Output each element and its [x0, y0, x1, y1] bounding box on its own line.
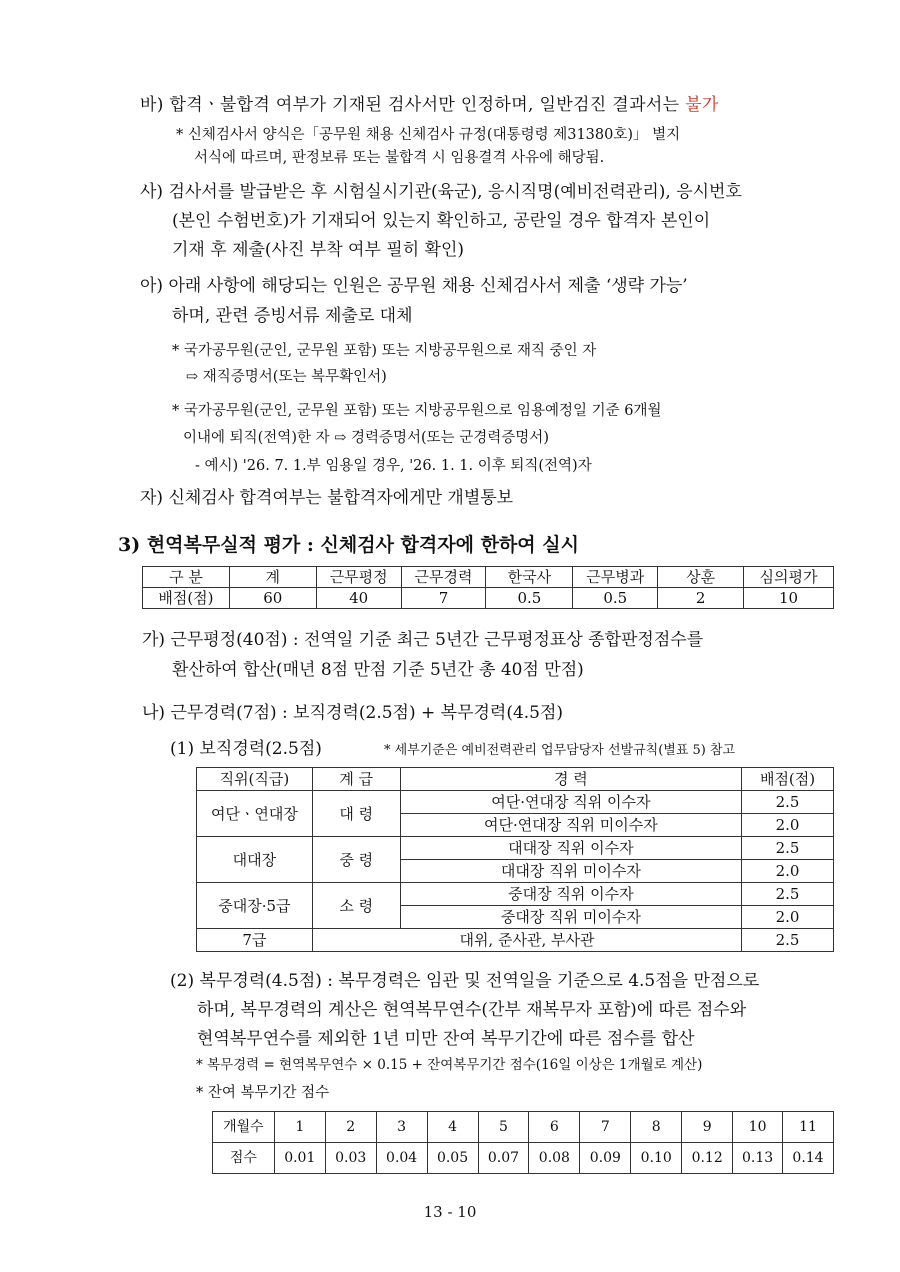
month-row — [213, 1112, 834, 1143]
score-table-value-row — [143, 588, 834, 609]
score-value-cell: 배점(점) — [143, 588, 230, 609]
career-position-cell: 대대장 — [197, 837, 313, 883]
career-table — [196, 767, 834, 952]
month-cell: 1 — [274, 1112, 325, 1143]
career-score-cell: 2.0 — [742, 860, 834, 883]
sub2-line1: (2) 복무경력(4.5점) : 복무경력은 임관 및 전역일을 기준으로 4.5점을 만점으로 — [170, 971, 760, 991]
career-row — [197, 883, 834, 906]
item-a-line1: 아) 아래 사항에 해당되는 인원은 공무원 채용 신체검사서 제출 ‘생략 가능’ — [140, 276, 688, 296]
month-table — [212, 1111, 834, 1174]
sub2-line3: 현역복무연수를 제외한 1년 미만 잔여 복무기간에 따른 점수를 합산 — [197, 1029, 695, 1049]
score-value-cell: 40 — [316, 588, 401, 609]
item-ga-line1: 가) 근무평정(40점) : 전역일 기준 최근 5년간 근무평정표상 종합판정점수를 — [142, 630, 704, 650]
item-sa-line2: (본인 수험번호)가 기재되어 있는지 확인하고, 공란일 경우 합격자 본인이 — [172, 211, 711, 231]
score-value-cell: 60 — [229, 588, 316, 609]
career-detail-cell: 여단·연대장 직위 미이수자 — [400, 814, 741, 837]
career-row — [197, 929, 834, 952]
score-value-cell: 0.5 — [486, 588, 573, 609]
career-position-cell: 여단ㆍ연대장 — [197, 791, 313, 837]
month-score-cell: 0.04 — [376, 1143, 427, 1174]
month-score-cell: 0.12 — [682, 1143, 733, 1174]
score-header-cell: 근무병과 — [573, 567, 658, 588]
career-row — [197, 791, 834, 814]
career-header-cell: 경 력 — [400, 768, 741, 791]
item-a-bullet2-example: - 예시) '26. 7. 1.부 임용일 경우, '26. 1. 1. 이후 퇴직(전역)자 — [195, 458, 592, 474]
month-score-cell: 0.13 — [733, 1143, 783, 1174]
month-cell: 10 — [733, 1112, 783, 1143]
item-na: 나) 근무경력(7점) : 보직경력(2.5점) + 복무경력(4.5점) — [142, 703, 564, 723]
item-ba — [140, 94, 719, 116]
item-ba-note2: 서식에 따르며, 판정보류 또는 불합격 시 임용결격 사유에 해당됨. — [194, 150, 605, 166]
month-score-cell: 0.08 — [529, 1143, 580, 1174]
score-value-cell: 7 — [401, 588, 486, 609]
score-value-cell: 2 — [658, 588, 744, 609]
score-header-cell: 근무평정 — [316, 567, 401, 588]
career-score-cell: 2.5 — [742, 837, 834, 860]
sub2-line2: 하며, 복무경력의 계산은 현역복무연수(간부 재복무자 포함)에 따른 점수와 — [197, 1000, 747, 1020]
career-position-cell: 중대장·5급 — [197, 883, 313, 929]
month-cell: 11 — [783, 1112, 834, 1143]
score-table-header-row — [143, 567, 834, 588]
score-header-cell: 상훈 — [658, 567, 744, 588]
section-3-title: 3) 현역복무실적 평가 : 신체검사 합격자에 한하여 실시 — [118, 534, 579, 556]
item-a-bullet1-sub: ⇨ 재직증명서(또는 복무확인서) — [186, 369, 387, 385]
career-rank-cell: 소 령 — [312, 883, 400, 929]
item-a-bullet2: * 국가공무원(군인, 군무원 포함) 또는 지방공무원으로 임용예정일 기준 6개월 — [172, 403, 662, 419]
career-rank-cell: 중 령 — [312, 837, 400, 883]
career-score-cell: 2.0 — [742, 906, 834, 929]
month-cell: 8 — [631, 1112, 682, 1143]
career-detail-cell: 대대장 직위 미이수자 — [400, 860, 741, 883]
item-ba-note1: * 신체검사서 양식은「공무원 채용 신체검사 규정(대통령령 제31380호)」 별지 — [176, 127, 681, 143]
item-ba-highlight: 불가 — [685, 95, 719, 115]
score-value-cell: 0.5 — [573, 588, 658, 609]
month-score-cell: 0.10 — [631, 1143, 682, 1174]
item-sa-line1: 사) 검사서를 발급받은 후 시험실시기관(육군), 응시직명(예비전력관리), 응시번호 — [140, 182, 742, 202]
career-header-cell: 계 급 — [312, 768, 400, 791]
month-score-cell: 0.07 — [478, 1143, 529, 1174]
month-score-row — [213, 1143, 834, 1174]
career-position-cell: 7급 — [197, 929, 313, 952]
career-detail-cell: 여단·연대장 직위 이수자 — [400, 791, 741, 814]
score-header-cell: 계 — [229, 567, 316, 588]
score-table — [142, 566, 834, 609]
career-detail-cell: 중대장 직위 미이수자 — [400, 906, 741, 929]
sub2-note2: * 잔여 복무기간 점수 — [196, 1085, 330, 1101]
career-header-row — [197, 768, 834, 791]
item-a-bullet2-sub: 이내에 퇴직(전역)한 자 ⇨ 경력증명서(또는 군경력증명서) — [183, 430, 549, 446]
month-cell: 7 — [580, 1112, 631, 1143]
career-rank-cell: 대 령 — [312, 791, 400, 837]
item-a-bullet1: * 국가공무원(군인, 군무원 포함) 또는 지방공무원으로 재직 중인 자 — [172, 343, 597, 359]
item-sa-line3: 기재 후 제출(사진 부착 여부 필히 확인) — [172, 240, 465, 260]
item-ja: 자) 신체검사 합격여부는 불합격자에게만 개별통보 — [140, 488, 514, 508]
sub1-note: * 세부기준은 예비전력관리 업무담당자 선발규칙(별표 5) 참고 — [384, 743, 736, 758]
career-detail-cell: 대대장 직위 이수자 — [400, 837, 741, 860]
month-score-cell: 0.09 — [580, 1143, 631, 1174]
month-cell: 9 — [682, 1112, 733, 1143]
month-cell: 6 — [529, 1112, 580, 1143]
career-score-cell: 2.5 — [742, 791, 834, 814]
month-score-label-cell: 점수 — [213, 1143, 275, 1174]
career-score-cell: 2.0 — [742, 814, 834, 837]
career-score-cell: 2.5 — [742, 883, 834, 906]
score-header-cell: 구 분 — [143, 567, 230, 588]
career-detail-cell: 대위, 준사관, 부사관 — [312, 929, 741, 952]
career-header-cell: 직위(직급) — [197, 768, 313, 791]
month-cell: 3 — [376, 1112, 427, 1143]
month-score-cell: 0.14 — [783, 1143, 834, 1174]
career-header-cell: 배점(점) — [742, 768, 834, 791]
month-score-cell: 0.05 — [427, 1143, 478, 1174]
month-cell: 5 — [478, 1112, 529, 1143]
career-row — [197, 837, 834, 860]
item-a-line2: 하며, 관련 증빙서류 제출로 대체 — [172, 306, 413, 326]
sub2-note1: * 복무경력 = 현역복무연수 × 0.15 + 잔여복무기간 점수(16일 이상은 1개월로 계산) — [196, 1057, 703, 1073]
month-score-cell: 0.01 — [274, 1143, 325, 1174]
month-score-cell: 0.03 — [325, 1143, 376, 1174]
score-header-cell: 한국사 — [486, 567, 573, 588]
sub1-title: (1) 보직경력(2.5점) — [170, 739, 322, 759]
item-ba-text: 바) 합격ㆍ불합격 여부가 기재된 검사서만 인정하며, 일반검진 결과서는 — [140, 95, 686, 115]
score-header-cell: 근무경력 — [401, 567, 486, 588]
month-cell: 4 — [427, 1112, 478, 1143]
score-header-cell: 심의평가 — [744, 567, 834, 588]
month-label-cell: 개월수 — [213, 1112, 275, 1143]
month-cell: 2 — [325, 1112, 376, 1143]
page-number: 13 - 10 — [423, 1203, 477, 1221]
score-value-cell: 10 — [744, 588, 834, 609]
career-score-cell: 2.5 — [742, 929, 834, 952]
item-ga-line2: 환산하여 합산(매년 8점 만점 기준 5년간 총 40점 만점) — [172, 660, 584, 680]
career-detail-cell: 중대장 직위 이수자 — [400, 883, 741, 906]
